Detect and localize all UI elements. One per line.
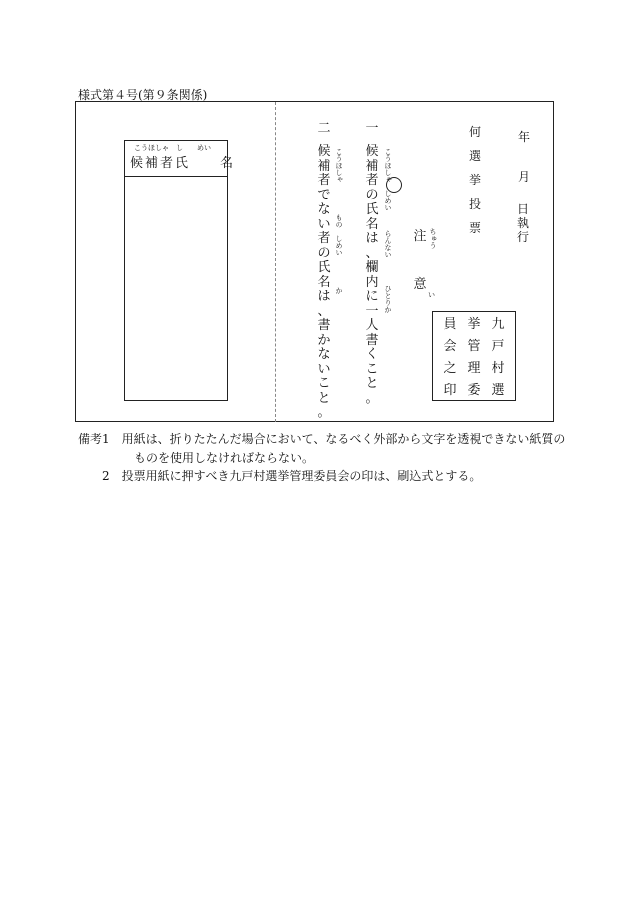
candidate-box-divider	[124, 176, 228, 177]
caution-ruby: ちゅう	[429, 228, 437, 249]
instruction-2-numeral: 二	[317, 121, 331, 136]
instruction-2-ruby-2: もの しめい	[335, 214, 343, 256]
candidate-box-label: 候補者氏 名	[130, 156, 236, 171]
election-title: 何 選 挙 投 票	[468, 125, 481, 235]
fold-line	[275, 102, 276, 422]
instruction-2-ruby-1: こうほしゃ	[335, 148, 343, 183]
seal-column-2: 挙 管 理 委	[467, 317, 481, 398]
caution-ruby-2: い	[428, 291, 435, 299]
candidate-box-ruby: こうほしゃ し めい	[134, 144, 211, 152]
date-month: 月	[518, 170, 531, 184]
date-day-executed: 日 執 行	[516, 202, 529, 244]
seal-column-1: 九 戸 村 選	[491, 317, 505, 398]
instruction-1-ruby-2: らんない	[384, 230, 392, 258]
date-year: 年	[518, 130, 531, 144]
instruction-2-ruby-3: か	[335, 287, 343, 294]
instruction-1-ruby-1: こうほしゃ しめい	[384, 148, 392, 211]
caution-circle-mark	[386, 177, 402, 193]
instruction-1-numeral: 一	[365, 121, 379, 136]
form-label: 様式第４号(第９条関係)	[78, 88, 208, 102]
note-2: 2 投票用紙に押すべき九戸村選挙管理委員会の印は、刷込式とする。	[102, 469, 482, 483]
candidate-name-box[interactable]	[124, 140, 228, 401]
note-1-continued: ものを使用しなければならない。	[134, 451, 315, 465]
caution-label: 注 意	[413, 229, 427, 292]
note-1: 備考1 用紙は、折りたたんだ場合において、なるべく外部から文字を透視できない紙質の	[78, 432, 566, 446]
instruction-1-ruby-3: ひとりか	[384, 285, 392, 313]
seal-column-3: 員 会 之 印	[443, 317, 457, 398]
instruction-1-text: 候 補 者 の 氏 名 は 、 欄 内 に 一 人 書 く こ と 。	[365, 144, 379, 406]
instruction-2-text: 候 補 者 で な い 者 の 氏 名 は 、 書 か な い こ と 。	[317, 144, 331, 420]
